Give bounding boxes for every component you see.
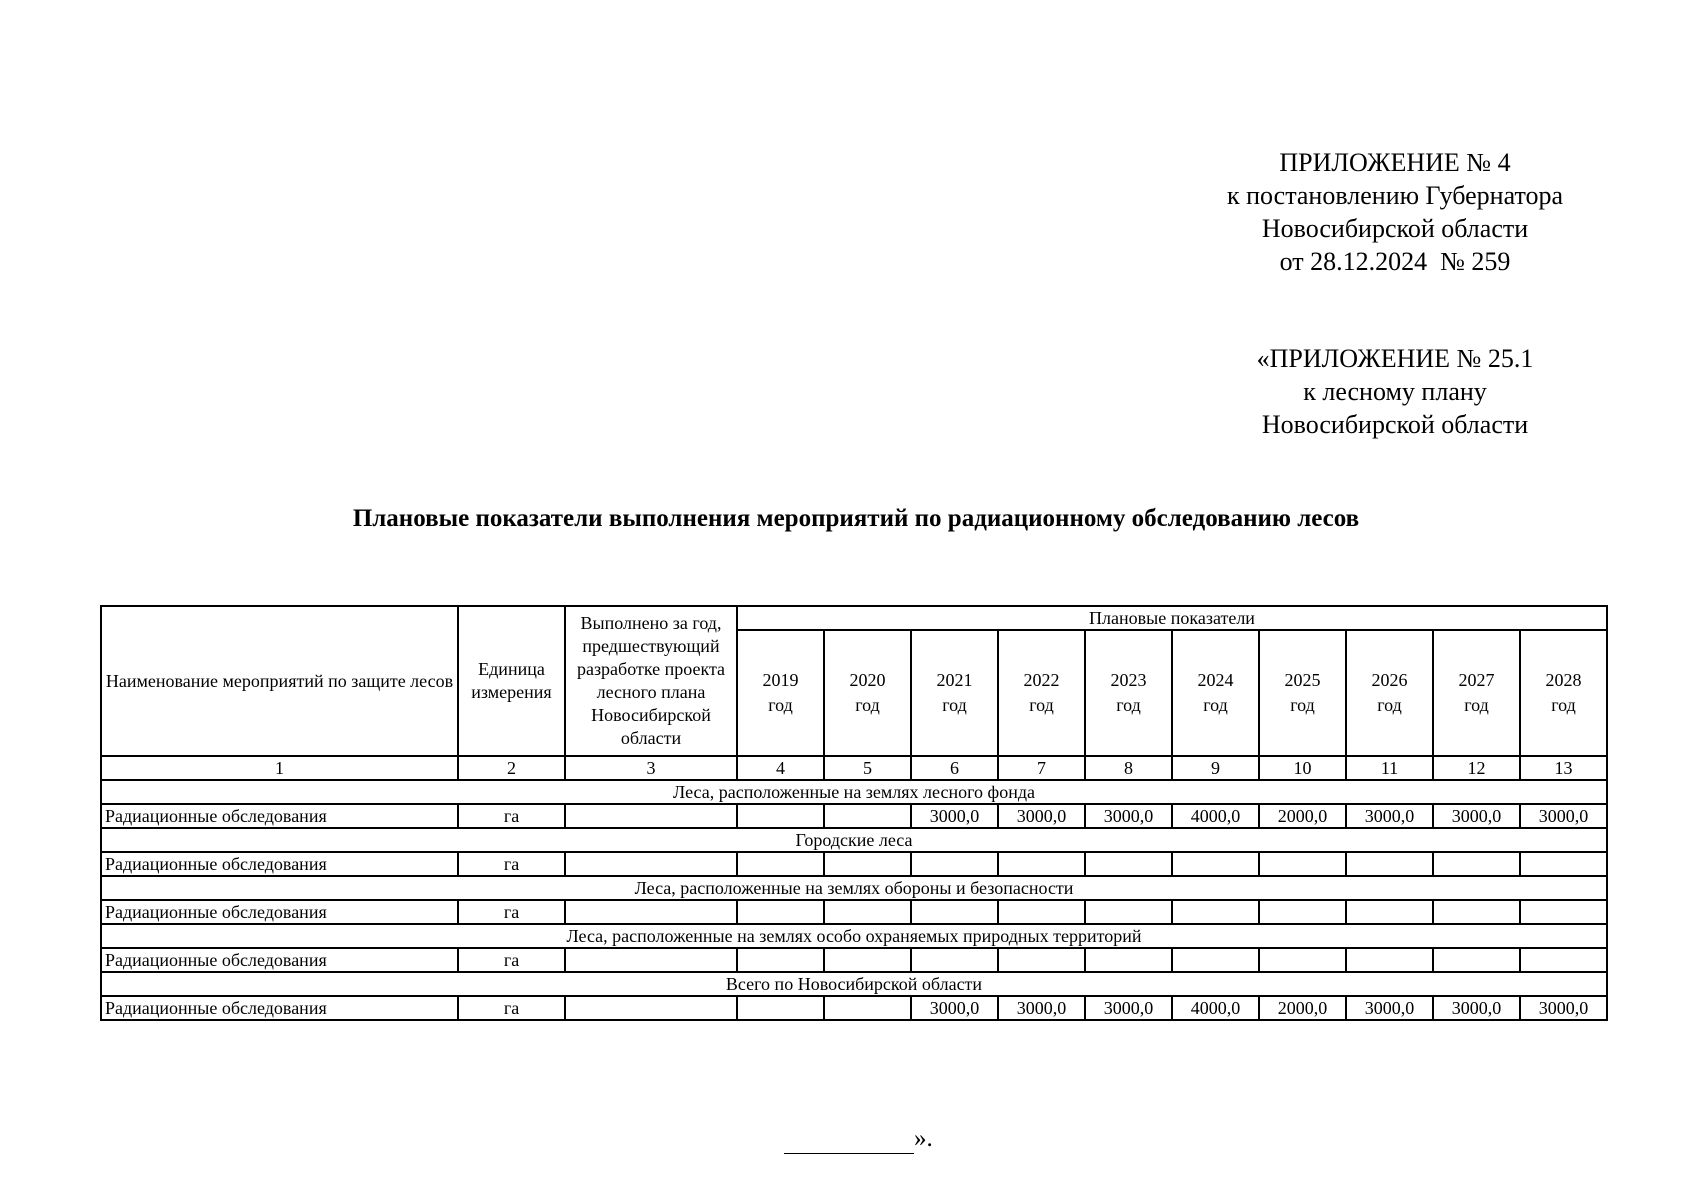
row-value bbox=[824, 900, 911, 924]
header-year-2024 bbox=[1172, 630, 1259, 756]
header-year-suffix: год bbox=[855, 695, 880, 715]
row-value: 2000,0 bbox=[1259, 996, 1346, 1020]
row-activity-name: Радиационные обследования bbox=[101, 804, 458, 828]
header-year-value: 2019 bbox=[762, 670, 799, 690]
row-value bbox=[1259, 900, 1346, 924]
row-unit: га bbox=[458, 996, 565, 1020]
row-value bbox=[1346, 900, 1433, 924]
column-number: 1 bbox=[101, 756, 458, 780]
header-year-value: 2023 bbox=[1110, 670, 1147, 690]
plan-table bbox=[100, 605, 1608, 1021]
row-value: 4000,0 bbox=[1172, 996, 1259, 1020]
row-value: 3000,0 bbox=[911, 804, 998, 828]
section-title: Всего по Новосибирской области bbox=[101, 972, 1607, 996]
column-number: 8 bbox=[1085, 756, 1172, 780]
header-year-suffix: год bbox=[1551, 695, 1576, 715]
section-title: Городские леса bbox=[101, 828, 1607, 852]
row-value bbox=[824, 804, 911, 828]
header-year-value: 2020 bbox=[849, 670, 886, 690]
row-activity-name: Радиационные обследования bbox=[101, 900, 458, 924]
row-value: 3000,0 bbox=[1433, 996, 1520, 1020]
column-number: 7 bbox=[998, 756, 1085, 780]
column-number: 13 bbox=[1520, 756, 1607, 780]
section-title: Леса, расположенные на землях особо охраняемых природных территорий bbox=[101, 924, 1607, 948]
row-value: 4000,0 bbox=[1172, 804, 1259, 828]
section-row bbox=[101, 924, 1607, 948]
row-value bbox=[824, 948, 911, 972]
header-planned: Плановые показатели bbox=[737, 606, 1607, 630]
row-activity-name: Радиационные обследования bbox=[101, 948, 458, 972]
table-row bbox=[101, 948, 1607, 972]
appendix-main-line-1: ПРИЛОЖЕНИЕ № 4 bbox=[1279, 148, 1511, 177]
row-value: 3000,0 bbox=[1520, 996, 1607, 1020]
row-unit: га bbox=[458, 948, 565, 972]
appendix-forest-line-1: «ПРИЛОЖЕНИЕ № 25.1 bbox=[1256, 344, 1534, 373]
row-value bbox=[737, 804, 824, 828]
section-row bbox=[101, 780, 1607, 804]
table-row bbox=[101, 852, 1607, 876]
header-year-suffix: год bbox=[1029, 695, 1054, 715]
row-value: 3000,0 bbox=[1085, 804, 1172, 828]
row-value bbox=[998, 900, 1085, 924]
section-row bbox=[101, 828, 1607, 852]
header-year-value: 2025 bbox=[1284, 670, 1321, 690]
column-number: 12 bbox=[1433, 756, 1520, 780]
header-year-2019 bbox=[737, 630, 824, 756]
appendix-main-line-4: от 28.12.2024 № 259 bbox=[1279, 247, 1511, 276]
row-value bbox=[737, 948, 824, 972]
table-row bbox=[101, 804, 1607, 828]
header-year-2023 bbox=[1085, 630, 1172, 756]
header-year-value: 2024 bbox=[1197, 670, 1234, 690]
row-value bbox=[1520, 948, 1607, 972]
row-value bbox=[1520, 900, 1607, 924]
row-value: 2000,0 bbox=[1259, 804, 1346, 828]
row-value bbox=[1259, 852, 1346, 876]
row-value bbox=[1085, 948, 1172, 972]
appendix-forest-line-2: к лесному плану bbox=[1303, 377, 1487, 406]
row-value bbox=[1085, 900, 1172, 924]
row-done-before bbox=[565, 852, 737, 876]
header-year-2022 bbox=[998, 630, 1085, 756]
row-value bbox=[1433, 852, 1520, 876]
row-value: 3000,0 bbox=[911, 996, 998, 1020]
row-value bbox=[737, 852, 824, 876]
header-year-value: 2028 bbox=[1545, 670, 1582, 690]
appendix-forest-line-3: Новосибирской области bbox=[1261, 410, 1529, 439]
section-title: Леса, расположенные на землях лесного фонда bbox=[101, 780, 1607, 804]
row-value bbox=[737, 996, 824, 1020]
appendix-main-line-2: к постановлению Губернатора bbox=[1226, 181, 1564, 210]
row-value: 3000,0 bbox=[1346, 996, 1433, 1020]
header-year-2021 bbox=[911, 630, 998, 756]
table-row bbox=[101, 996, 1607, 1020]
row-value bbox=[1346, 852, 1433, 876]
header-year-suffix: год bbox=[1290, 695, 1315, 715]
header-unit: Единица измерения bbox=[458, 606, 565, 756]
table-row bbox=[101, 900, 1607, 924]
header-year-suffix: год bbox=[1203, 695, 1228, 715]
header-year-2028 bbox=[1520, 630, 1607, 756]
row-activity-name: Радиационные обследования bbox=[101, 996, 458, 1020]
row-value: 3000,0 bbox=[998, 804, 1085, 828]
header-year-value: 2026 bbox=[1371, 670, 1408, 690]
row-done-before bbox=[565, 948, 737, 972]
column-number: 10 bbox=[1259, 756, 1346, 780]
closing-mark bbox=[784, 1124, 933, 1154]
row-value bbox=[1433, 900, 1520, 924]
column-number: 6 bbox=[911, 756, 998, 780]
row-value bbox=[1172, 852, 1259, 876]
row-value bbox=[1172, 948, 1259, 972]
header-year-value: 2027 bbox=[1458, 670, 1495, 690]
header-year-suffix: год bbox=[1464, 695, 1489, 715]
closing-quote: ». bbox=[914, 1125, 933, 1152]
row-value bbox=[911, 900, 998, 924]
row-value bbox=[737, 900, 824, 924]
column-number: 4 bbox=[737, 756, 824, 780]
header-year-suffix: год bbox=[1377, 695, 1402, 715]
appendix-forest-block bbox=[1190, 342, 1600, 441]
header-year-2026 bbox=[1346, 630, 1433, 756]
row-value bbox=[824, 996, 911, 1020]
column-number: 3 bbox=[565, 756, 737, 780]
row-value bbox=[1085, 852, 1172, 876]
row-value bbox=[1172, 900, 1259, 924]
row-activity-name: Радиационные обследования bbox=[101, 852, 458, 876]
row-value: 3000,0 bbox=[1520, 804, 1607, 828]
header-done-before: Выполнено за год, предшествующий разработке проекта лесного плана Новосибирской области bbox=[565, 606, 737, 756]
row-unit: га bbox=[458, 804, 565, 828]
row-value bbox=[1346, 948, 1433, 972]
row-done-before bbox=[565, 996, 737, 1020]
row-value: 3000,0 bbox=[1085, 996, 1172, 1020]
header-row-top bbox=[101, 606, 1607, 630]
closing-underline bbox=[784, 1129, 914, 1154]
header-year-suffix: год bbox=[1116, 695, 1141, 715]
row-value bbox=[998, 948, 1085, 972]
column-number: 2 bbox=[458, 756, 565, 780]
section-row bbox=[101, 876, 1607, 900]
row-done-before bbox=[565, 900, 737, 924]
section-row bbox=[101, 972, 1607, 996]
row-value bbox=[1259, 948, 1346, 972]
header-year-suffix: год bbox=[768, 695, 793, 715]
header-year-2020 bbox=[824, 630, 911, 756]
appendix-main-block bbox=[1190, 146, 1600, 278]
row-value: 3000,0 bbox=[998, 996, 1085, 1020]
header-year-2027 bbox=[1433, 630, 1520, 756]
row-value bbox=[998, 852, 1085, 876]
section-title: Леса, расположенные на землях обороны и безопасности bbox=[101, 876, 1607, 900]
header-year-value: 2022 bbox=[1023, 670, 1060, 690]
row-value: 3000,0 bbox=[1346, 804, 1433, 828]
appendix-main-line-3: Новосибирской области bbox=[1261, 214, 1529, 243]
column-number: 11 bbox=[1346, 756, 1433, 780]
header-activity: Наименование мероприятий по защите лесов bbox=[101, 606, 458, 756]
header-year-2025 bbox=[1259, 630, 1346, 756]
document-title: Плановые показатели выполнения мероприятий по радиационному обследованию лесов bbox=[352, 505, 1360, 532]
row-value bbox=[1433, 948, 1520, 972]
header-year-suffix: год bbox=[942, 695, 967, 715]
row-value bbox=[911, 852, 998, 876]
row-value bbox=[824, 852, 911, 876]
row-value bbox=[911, 948, 998, 972]
row-value: 3000,0 bbox=[1433, 804, 1520, 828]
column-number: 5 bbox=[824, 756, 911, 780]
row-value bbox=[1520, 852, 1607, 876]
header-year-value: 2021 bbox=[936, 670, 973, 690]
column-number: 9 bbox=[1172, 756, 1259, 780]
row-unit: га bbox=[458, 900, 565, 924]
row-done-before bbox=[565, 804, 737, 828]
column-number-row bbox=[101, 756, 1607, 780]
row-unit: га bbox=[458, 852, 565, 876]
